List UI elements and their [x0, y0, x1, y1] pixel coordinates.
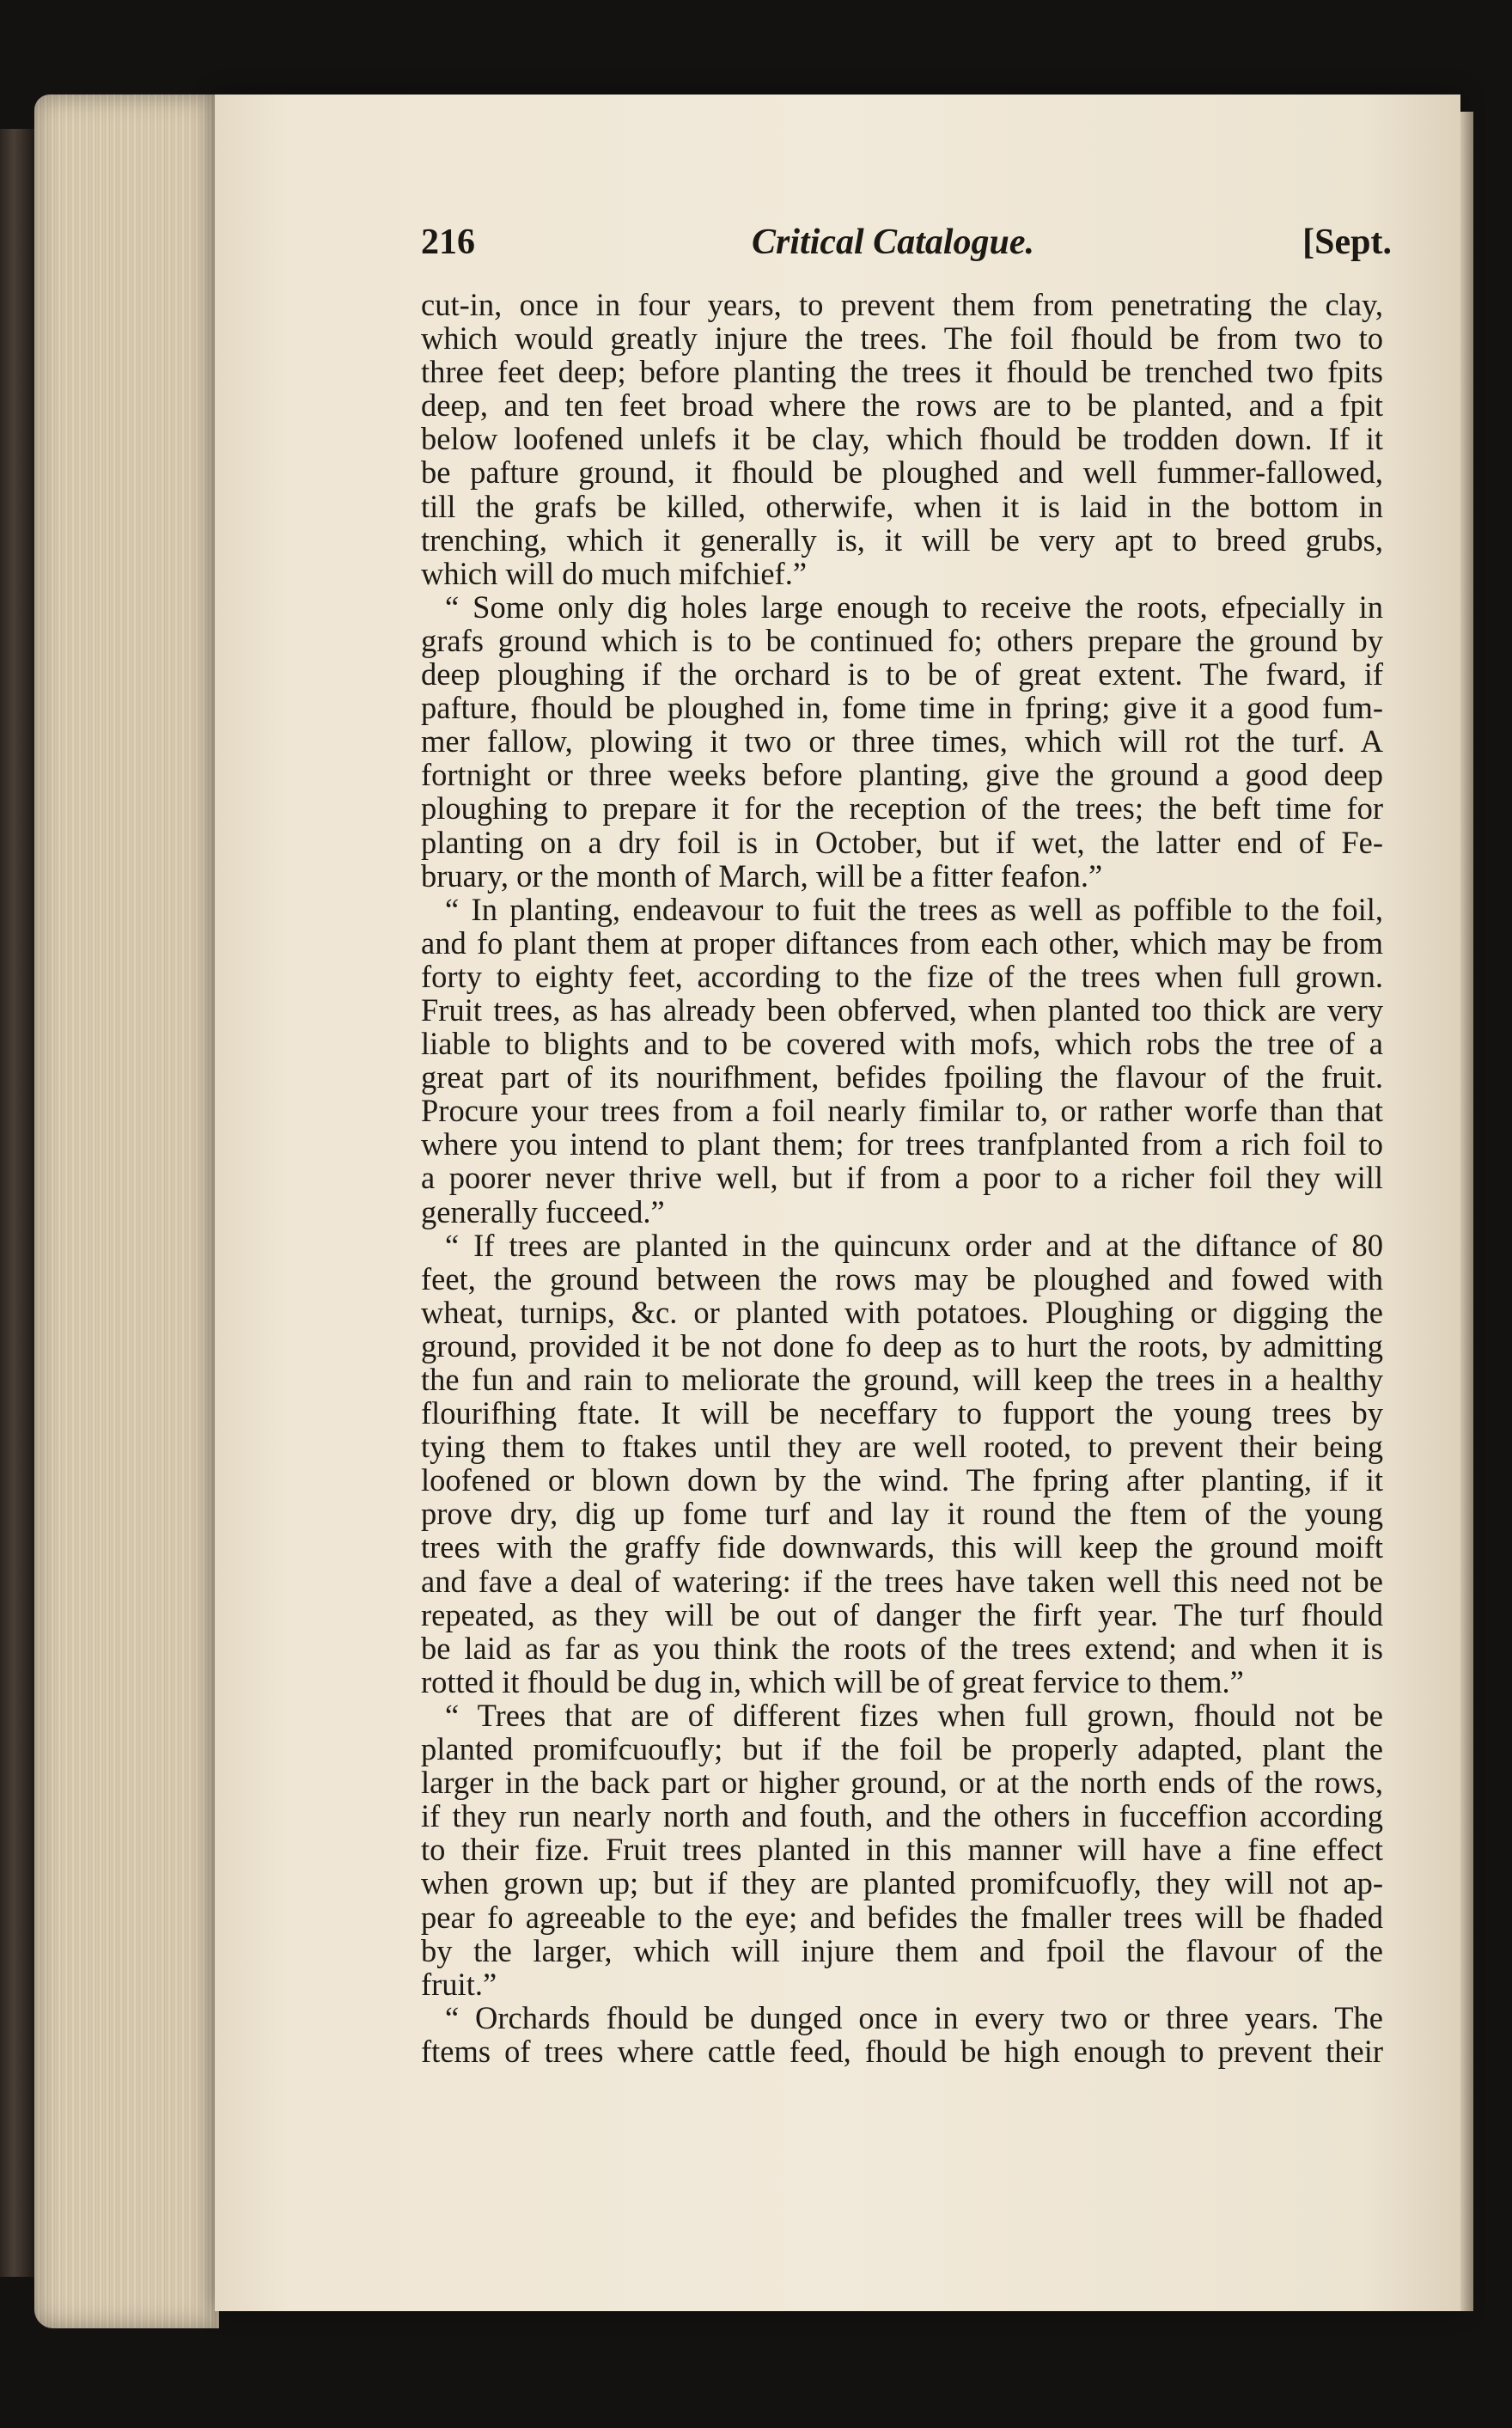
text-line: when grown up; but if they are planted promifcuofly, they will not ap- [421, 1865, 1383, 1901]
running-head-month: [Sept. [1302, 223, 1392, 262]
text-line: mer fallow, plowing it two or three times, which will rot the turf. A [421, 723, 1383, 760]
book-cover-edge [0, 129, 34, 2277]
text-line: flourifhing ftate. It will be neceffary to fupport the young trees by [421, 1395, 1383, 1431]
text-line: be laid as far as you think the roots of the trees extend; and when it is [421, 1630, 1383, 1666]
text-line: “ Some only dig holes large enough to receive the roots, efpecially in [445, 589, 1383, 625]
page-number: 216 [421, 223, 475, 262]
page-fore-edge [1460, 112, 1473, 2311]
text-line: pafture, fhould be ploughed in, fome time in fpring; give it a good fum- [421, 690, 1383, 726]
text-line: great part of its nourifhment, befides fpoiling the flavour of the fruit. [421, 1059, 1383, 1095]
text-line: fortnight or three weeks before planting, give the ground a good deep [421, 757, 1383, 793]
body-text [421, 288, 1383, 2068]
text-line: and fo plant them at proper diftances from each other, which may be from [421, 924, 1383, 961]
text-line: fruit.” [421, 1966, 497, 2002]
text-line: cut-in, once in four years, to prevent them from penetrating the clay, [421, 287, 1383, 322]
text-line: grafs ground which is to be continued fo; others prepare the ground by [421, 622, 1383, 658]
text-line: a poorer never thrive well, but if from a poor to a richer foil they will [421, 1160, 1383, 1196]
text-line: “ Trees that are of different fizes when full grown, fhould not be [445, 1697, 1383, 1733]
text-line: feet, the ground between the rows may be ploughed and fowed with [421, 1260, 1383, 1296]
text-line: forty to eighty feet, according to the fize of the trees when full grown. [421, 958, 1383, 994]
text-line: ftems of trees where cattle feed, fhould be high enough to prevent their [421, 2033, 1383, 2069]
text-line: Fruit trees, as has already been obferved, when planted too thick are very [421, 991, 1383, 1028]
text-line: by the larger, which will injure them and fpoil the flavour of the [421, 1932, 1383, 1968]
text-line: liable to blights and to be covered with mofs, which robs the tree of a [421, 1026, 1383, 1062]
text-line: and fave a deal of watering: if the trees have taken well this need not be [421, 1563, 1383, 1599]
text-line: deep ploughing if the orchard is to be of great extent. The fward, if [421, 656, 1383, 692]
text-line: trenching, which it generally is, it will be very apt to breed grubs, [421, 522, 1383, 558]
text-line: trees with the graffy fide downwards, this will keep the ground moift [421, 1529, 1383, 1565]
text-line: loofened or blown down by the wind. The fpring after planting, if it [421, 1462, 1383, 1498]
text-line: rotted it fhould be dug in, which will be of great fervice to them.” [421, 1663, 1244, 1699]
text-line: if they run nearly north and fouth, and the others in fucceffion according [421, 1798, 1383, 1834]
text-line: repeated, as they will be out of danger the firft year. The turf fhould [421, 1596, 1383, 1632]
text-line: wheat, turnips, &c. or planted with potatoes. Ploughing or digging the [421, 1294, 1383, 1330]
text-line: bruary, or the month of March, will be a fitter feafon.” [421, 857, 1103, 894]
text-line: larger in the back part or higher ground, or at the north ends of the rows, [421, 1765, 1383, 1801]
text-line: below loofened unlefs it be clay, which fhould be trodden down. If it [421, 421, 1383, 457]
text-line: Procure your trees from a foil nearly fimilar to, or rather worfe than that [421, 1093, 1383, 1129]
text-line: be pafture ground, it fhould be ploughed and well fummer-fallowed, [421, 454, 1383, 491]
page-stack-edge [34, 95, 219, 2328]
text-line: which will do much mifchief.” [421, 555, 808, 591]
text-line: ground, provided it be not done fo deep as to hurt the roots, by admitting [421, 1327, 1383, 1363]
text-line: deep, and ten feet broad where the rows are to be planted, and a fpit [421, 387, 1383, 424]
text-line: pear fo agreeable to the eye; and befides the fmaller trees will be fhaded [421, 1899, 1383, 1935]
text-line: planted promifcuoufly; but if the foil be properly adapted, plant the [421, 1731, 1383, 1767]
text-line: till the grafs be killed, otherwife, when it is laid in the bottom in [421, 488, 1383, 524]
text-line: “ In planting, endeavour to fuit the trees as well as poffible to the foil, [445, 891, 1383, 927]
text-line: which would greatly injure the trees. The foil fhould be from two to [421, 320, 1383, 357]
text-line: planting on a dry foil is in October, but if wet, the latter end of Fe- [421, 824, 1383, 860]
text-line: “ If trees are planted in the quincunx order and at the diftance of 80 [445, 1227, 1383, 1263]
text-line: where you intend to plant them; for trees tranfplanted from a rich foil to [421, 1126, 1383, 1162]
text-line: the fun and rain to meliorate the ground, will keep the trees in a healthy [421, 1362, 1383, 1397]
text-line: tying them to ftakes until they are well rooted, to prevent their being [421, 1429, 1383, 1465]
text-line: “ Orchards fhould be dunged once in every two or three years. The [445, 1999, 1383, 2035]
text-line: generally fucceed.” [421, 1193, 665, 1229]
text-line: to their fize. Fruit trees planted in this manner will have a fine effect [421, 1832, 1383, 1868]
text-line: ploughing to prepare it for the reception of the trees; the beft time for [421, 790, 1383, 827]
running-head [421, 222, 1392, 273]
page-title: Critical Catalogue. [752, 223, 1035, 262]
text-line: prove dry, dig up fome turf and lay it round the ftem of the young [421, 1496, 1383, 1532]
text-line: three feet deep; before planting the trees it fhould be trenched two fpits [421, 354, 1383, 390]
